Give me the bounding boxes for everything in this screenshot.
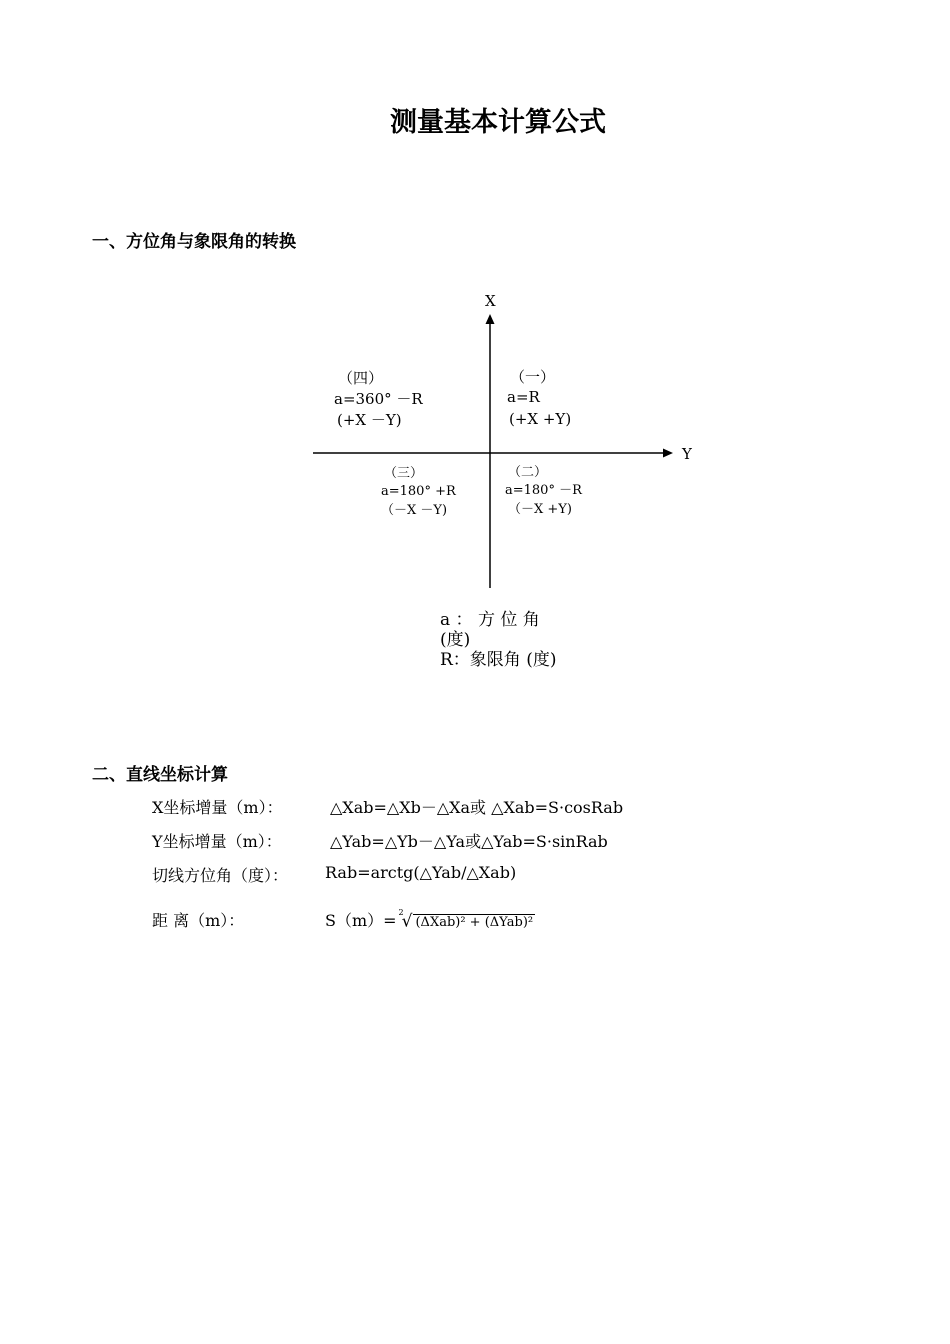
quadrant-3-signs: （－X －Y) <box>381 503 448 518</box>
y-increment-formula: △Yab=△Yb－△Ya或△Yab=S·sinRab <box>330 832 608 851</box>
x-increment-formula: △Xab=△Xb－△Xa或 △Xab=S·cosRab <box>330 798 624 817</box>
sqrt-index: 2 <box>398 908 404 917</box>
quadrant-2-signs: （－X +Y) <box>508 502 572 517</box>
quadrant-3-label: （三） <box>384 466 424 481</box>
section-1-heading: 一、方位角与象限角的转换 <box>92 232 296 252</box>
quadrant-2-formula: a=180° －R <box>505 483 582 498</box>
sqrt-icon: √ <box>401 911 413 932</box>
y-axis-label: Y <box>682 445 692 463</box>
x-axis-arrowhead <box>486 314 495 324</box>
sqrt-radicand: (ΔXab)² + (ΔYab)² <box>415 914 534 930</box>
quadrant-1-formula: a=R <box>507 388 540 406</box>
legend-quadrant-angle: R：象限角 (度) <box>440 650 557 670</box>
x-axis-label: X <box>485 292 496 310</box>
legend-azimuth: a ： 方 位 角 <box>440 610 540 630</box>
tangent-azimuth-formula: Rab=arctg(△Yab/△Xab) <box>325 863 517 882</box>
distance-formula <box>325 908 535 932</box>
tangent-azimuth-label: 切线方位角（度）： <box>152 866 289 885</box>
quadrant-4-signs: (+X －Y) <box>337 411 402 429</box>
distance-label: 距 离（m）： <box>152 911 245 930</box>
quadrant-4-label: （四） <box>338 369 384 387</box>
legend-azimuth-unit: (度) <box>440 630 471 650</box>
y-axis-arrowhead <box>663 449 673 458</box>
page-title: 测量基本计算公式 <box>390 107 606 138</box>
quadrant-1-label: （一） <box>510 368 556 386</box>
y-increment-label: Y坐标增量（m）： <box>152 832 282 851</box>
quadrant-3-formula: a=180° +R <box>381 484 456 499</box>
quadrant-1-signs: (+X +Y) <box>509 410 572 428</box>
distance-lhs: S（m）= <box>325 911 397 930</box>
section-2-heading: 二、直线坐标计算 <box>92 765 228 785</box>
quadrant-4-formula: a=360° －R <box>334 390 423 408</box>
quadrant-2-label: （二） <box>508 465 548 480</box>
x-increment-label: X坐标增量（m）： <box>152 798 283 817</box>
